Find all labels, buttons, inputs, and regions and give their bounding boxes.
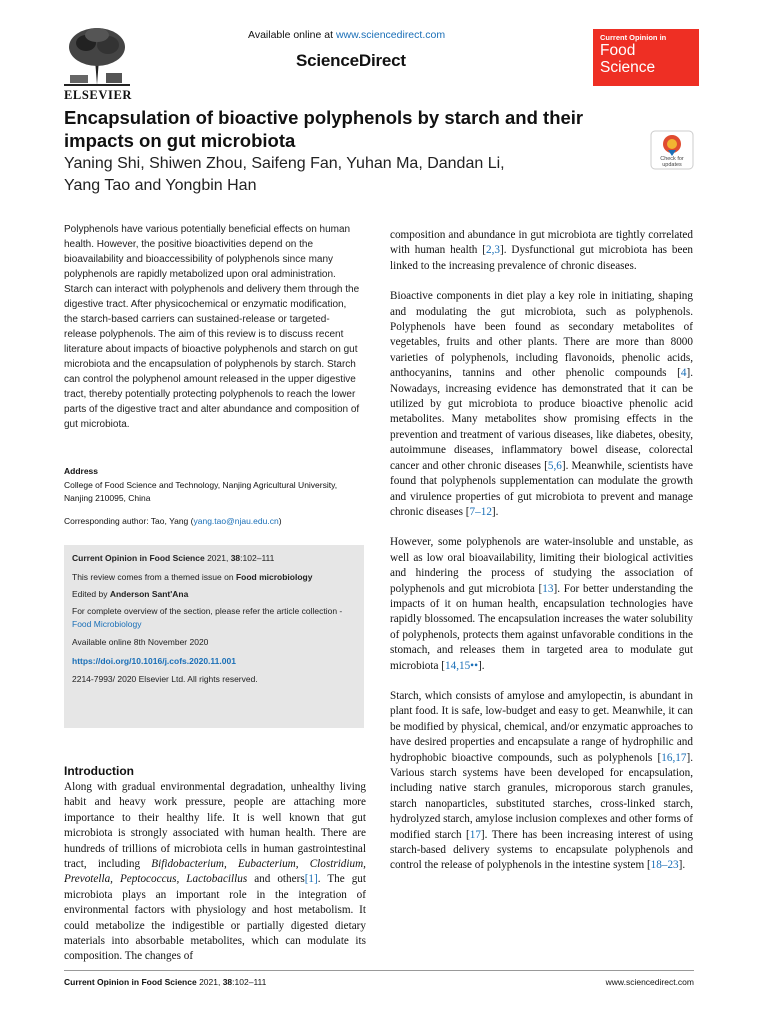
intro-genera: Bifidobacterium, Eubacterium, Clostridium, Prevotella, Peptococcus, Lactobacillus — [64, 858, 366, 886]
paragraph-4 — [390, 689, 693, 874]
infobox-volume: 38 — [230, 553, 241, 563]
p4-text-e: ]. — [678, 859, 686, 872]
article-title: Encapsulation of bioactive polyphenols by starch and their impacts on gut microbiota — [64, 107, 584, 151]
p1-text-b: ]. Dysfunctional gut microbiota has been linked to the increasing prevalence of chronic diseases. — [390, 244, 693, 272]
corr-prefix: Corresponding author: Tao, Yang ( — [64, 516, 194, 526]
p3-text-a: However, some polyphenols are water-insoluble and unstable, as well as low oral bioavailability, limiting their biological activities and hindering the process of studying the association of polyphenols and gut microbiota [ — [390, 536, 693, 595]
p4-text-b: ]. Various starch systems have been developed for encapsulation, including native starch granules, microporous starch granules, starch nanoparticles, substituted starches, cross-linked starch, hydrolyzed starch, amylose inclusion complexes and other forms of modified starch [ — [390, 751, 693, 841]
infobox-pages: :102–111 — [240, 553, 275, 563]
citation-link[interactable]: 4 — [680, 367, 687, 380]
available-prefix: Available online at — [248, 29, 336, 41]
infobox-available: Available online 8th November 2020 — [72, 637, 209, 647]
footer-volume: 38 — [222, 977, 233, 987]
p3-text-d: ]. — [478, 659, 485, 672]
infobox-editor — [72, 588, 358, 601]
infobox-overview — [72, 605, 358, 631]
citation-link[interactable]: 16,17 — [661, 751, 687, 764]
citation-link[interactable]: [1] — [304, 873, 318, 886]
p2-text-e: ]. — [491, 505, 499, 518]
journal-badge-line1: Food — [600, 42, 636, 59]
authors-line-2: Yang Tao and Yongbin Han — [64, 177, 257, 194]
footer-site-link[interactable]: www.sciencedirect.com — [605, 977, 694, 987]
available-online-line — [248, 29, 445, 41]
p3-text-b: ]. For better understanding the impacts of it on human health, encapsulation technologies have rapidly blossomed. The encapsulation increases the water solubility of polyphenols, protects them against unfavorable conditions in the stomach, and releases them in targeted area to modulate gut microbiota [ — [390, 582, 693, 672]
citation-link[interactable]: 2,3 — [486, 244, 500, 257]
p4-text-a: Starch, which consists of amylose and amylopectin, is abundant in plant food. It is safe, low-budget and easy to get. Meanwhile, it can be modified by physical, chemical, and/or enzymatic approaches to have desired properties and encapsulate a range of hydrophilic and hydrophobic bioactive compounds, such as polyphenols [ — [390, 689, 693, 764]
edited-prefix: Edited by — [72, 589, 110, 599]
corr-suffix: ) — [278, 516, 282, 526]
authors-line-1: Yaning Shi, Shiwen Zhou, Saifeng Fan, Yuhan Ma, Dandan Li, — [64, 155, 505, 172]
intro-text-c: . The gut microbiota plays an important role in the integration of environmental factors with physiology and host metabolism. It could metabolize the indigestible or partially digested dietary materials into absorbable metabolites, which can modulate its composition. The changes of — [64, 873, 366, 963]
p2-text-b: ]. Nowadays, increasing evidence has demonstrated that it can be utilized by gut microbiota to produce bioactive phenolic acid metabolites. Many metabolites show promising effects in the prevention and treatment of various diseases, like diabetes, obesity, autoimmune diseases, inflammatory bowel disease, colorectal cancer and other chronic diseases [ — [390, 367, 693, 472]
citation-link[interactable]: 5,6 — [547, 459, 562, 472]
doi-link[interactable]: https://doi.org/10.1016/j.cofs.2020.11.001 — [72, 656, 236, 666]
sciencedirect-link[interactable]: www.sciencedirect.com — [335, 29, 446, 41]
citation-link[interactable]: 14,15•• — [445, 659, 479, 672]
check-for-updates-label: Check for updates — [660, 156, 684, 168]
infobox-year: 2021, — [204, 553, 231, 563]
introduction-heading: Introduction — [64, 764, 134, 778]
p2-text-a: Bioactive components in diet play a key role in initiating, shaping and modulating the gut microbiota, such as polyphenols. Polyphenols have been found as secondary metabolites of vegetables, fruits and other plants. There are more than 8000 varieties of polyphenols, including flavonoids, phenolic acids, anthocyanins, tannins and other phenolic compounds [ — [390, 290, 693, 380]
intro-text-b: and others — [247, 873, 305, 886]
footer-pages: :102–111 — [232, 977, 267, 987]
overview-text: For complete overview of the section, please refer the article collection - — [72, 606, 343, 616]
citation-link[interactable]: 7–12 — [469, 505, 492, 518]
paragraph-2 — [390, 289, 693, 520]
citation-link[interactable]: 17 — [469, 828, 481, 841]
paragraph-1 — [390, 228, 693, 274]
citation-link[interactable]: 13 — [542, 582, 554, 595]
right-column — [390, 228, 693, 889]
citation-link[interactable]: 18–23 — [650, 859, 679, 872]
infobox-theme — [72, 571, 358, 584]
journal-badge — [593, 29, 699, 86]
p4-text-d: ]. There has been increasing interest of using starch-based delivery systems to encapsulate polyphenols and control the release of polyphenols in the intestine system [ — [390, 828, 693, 872]
corr-email-link[interactable]: yang.tao@njau.edu.cn — [193, 516, 279, 526]
abstract: Polyphenols have various potentially beneficial effects on human health. However, the positive bioactivities depend on the bioavailability and bioaccessibility of polyphenols since many polyphenols are rapidly metabolized upon oral administration. Starch can interact with polyphenols and delivery them through the digestive tract. After physicochemical or enzymatic modification, the starch-based carriers can sustained-release or targeted-release polyphenols. The aim of this review is to discuss recent literature about impacts of bioactive polyphenols and starch on gut microbiota and the encapsulation of polyphenols by starch. Starch can control the polyphenol amount released in the upper digestive tract, thereby potentially protecting polyphenols to reach the lower parts of the digestive tract and alter abundance and composition of gut microbiota. — [64, 224, 360, 430]
infobox-citation — [72, 552, 358, 565]
journal-badge-line2: Science — [600, 59, 656, 76]
overview-link[interactable]: Food Microbiology — [72, 619, 142, 629]
elsevier-tree-logo — [64, 25, 130, 87]
footer-citation — [64, 977, 266, 987]
article-authors — [64, 153, 624, 197]
footer-journal: Current Opinion in Food Science — [64, 977, 197, 987]
editor-name: Anderson Sant'Ana — [109, 589, 189, 599]
footer-year: 2021, — [196, 977, 223, 987]
infobox-issn: 2214-7993/ 2020 Elsevier Ltd. All rights reserved. — [72, 674, 258, 684]
publisher-name: ELSEVIER — [64, 88, 133, 102]
intro-text-a: Along with gradual environmental degradation, unhealthy living habit and heavy work pressure, people are attaching more importance to their healthy life. It is well known that gut microbiota is strongly associated with human health. There are hundreds of trillions of microbiota cells in human gastrointestinal tract, including — [64, 781, 366, 871]
infobox-journal: Current Opinion in Food Science — [72, 553, 205, 563]
theme-prefix: This review comes from a themed issue on — [72, 572, 236, 582]
p2-text-d: ]. Meanwhile, scientists have found that polyphenols supplementation can modulate the growth and virulence properties of gut microbiota to prevent and manage chronic diseases [ — [390, 459, 693, 518]
p1-text-a: composition and abundance in gut microbiota are tightly correlated with human health [ — [390, 229, 693, 257]
address-text: College of Food Science and Technology, Nanjing Agricultural University, Nanjing 210095, China — [64, 480, 338, 503]
corresponding-author — [64, 516, 360, 526]
footer-divider — [64, 970, 694, 971]
address-heading: Address — [64, 466, 99, 476]
paragraph-3 — [390, 535, 693, 674]
sciencedirect-wordmark: ScienceDirect — [296, 51, 406, 70]
introduction-paragraph — [64, 780, 366, 965]
theme-name: Food microbiology — [235, 572, 313, 582]
journal-badge-top: Current Opinion in — [600, 33, 667, 42]
